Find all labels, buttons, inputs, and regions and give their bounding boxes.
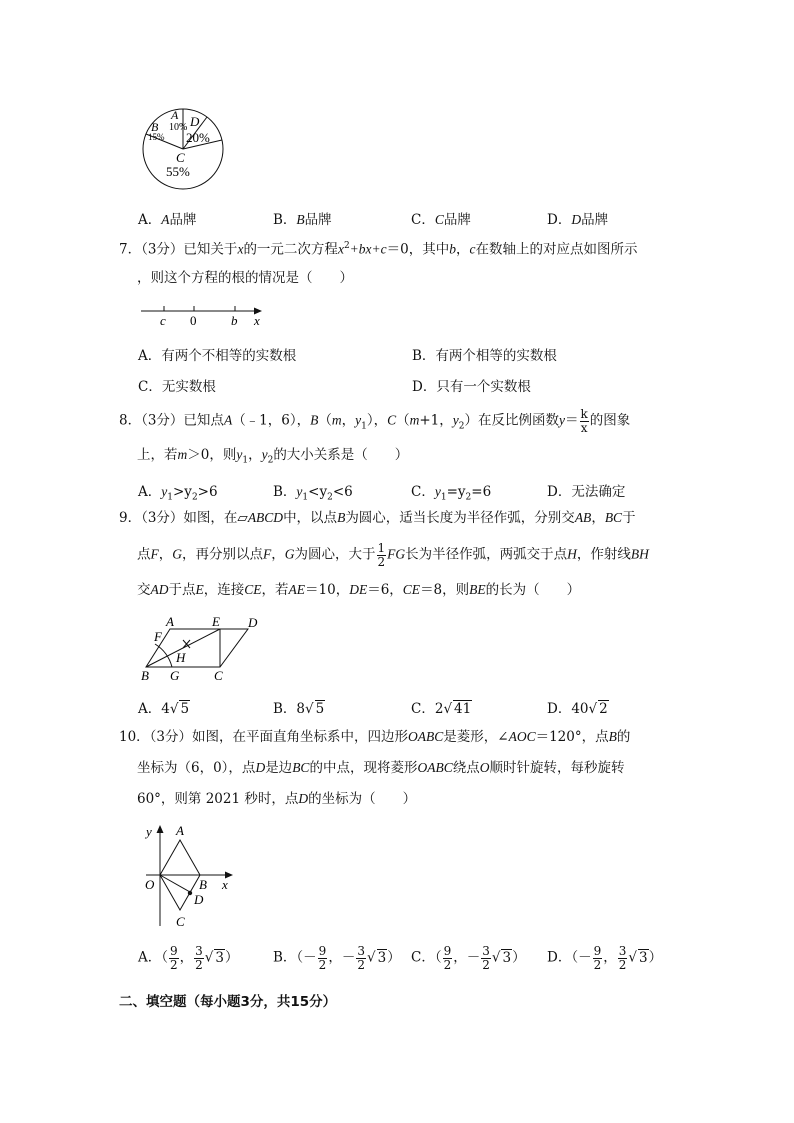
numberline-x-label: x (254, 313, 260, 328)
q8-stem-line1: 8．（3分）已知点A（﹣1，6），B（m，$y_1$），C（m+1，$y_2$）在反比例函数y＝ $\frac{k}{x}$ 的图象 (119, 407, 631, 435)
fig9-label-a: A (166, 614, 174, 629)
q9-stem-line3: 交AD于点E，连接CE，若AE＝10，DE＝6，CE＝8，则BE的长为（ ） (137, 582, 581, 598)
pie-label-d: D (190, 114, 200, 129)
q8-option-c[interactable]: C．$y_1=y_2=6$ (411, 484, 492, 503)
fraction-one-half: $\frac{1}{2}$ (377, 541, 386, 569)
fig10-label-x: x (222, 877, 228, 892)
fig10-label-a: A (176, 823, 184, 838)
parallelogram-figure (138, 614, 268, 684)
rhombus-coordinate-figure (142, 822, 242, 932)
q10-option-d[interactable]: D．（－ $\frac{9}{2}$ ， $\frac{3}{2}$ √ 3） (547, 944, 663, 972)
pie-label-b: B (151, 120, 159, 134)
q7-stem-line1: 7．（3分）已知关于x的一元二次方程$x^2+bx+c=0$，其中b，c在数轴上的对应点如图所示 (119, 241, 638, 258)
q7-option-d[interactable]: D．只有一个实数根 (412, 379, 531, 395)
q7-stem-line2: ，则这个方程的根的情况是（ ） (137, 270, 353, 286)
fig10-label-o: O (145, 877, 155, 892)
pie-label-c: C (176, 150, 185, 165)
pie-pct-d: 20% (186, 130, 210, 145)
q10-option-c[interactable]: C．（ $\frac{9}{2}$ ，－ $\frac{3}{2}$ √ 3） (411, 944, 526, 972)
q9-option-c[interactable]: C．2√ 41 (411, 701, 472, 717)
numberline-b-label: b (231, 313, 238, 328)
fig9-label-b: B (141, 668, 149, 683)
q10-option-a[interactable]: A．（ $\frac{9}{2}$ ， $\frac{3}{2}$ √ 3） (138, 944, 239, 972)
q9-stem-line2: 点F，G，再分别以点F，G为圆心，大于 $\frac{1}{2}$ FG长为半径作弧，两弧交于点H，作射线BH (137, 541, 649, 569)
fig9-label-f: F (154, 629, 162, 644)
q6-option-b[interactable]: B．B品牌 (273, 212, 332, 228)
pie-label-a: A (171, 108, 179, 122)
q9-option-d[interactable]: D．40√ 2 (547, 701, 608, 717)
fig10-label-d: D (194, 892, 204, 907)
fig9-label-d: D (248, 615, 258, 630)
q8-option-b[interactable]: B．$y_1<y_2<6$ (273, 484, 353, 503)
numberline-zero-label: 0 (190, 313, 197, 328)
section-heading-fill-in: 二、填空题（每小题3分，共15分） (119, 994, 337, 1010)
q10-stem-line3: 60°，则第 2021 秒时，点D的坐标为（ ） (137, 791, 417, 807)
q8-option-a[interactable]: A．$y_1>y_2>6$ (138, 484, 218, 503)
q6-option-d[interactable]: D．D品牌 (547, 212, 609, 228)
fig9-label-c: C (214, 668, 223, 683)
q8-stem-line2: 上，若m＞0，则$y_1$，$y_2$的大小关系是（ ） (137, 447, 409, 466)
fig9-label-g: G (170, 668, 180, 683)
fig10-label-c: C (176, 914, 185, 929)
q10-stem-line2: 坐标为（6，0），点D是边BC的中点，现将菱形OABC绕点O顺时针旋转，每秒旋转 (137, 760, 625, 776)
q9-stem-line1: 9．（3分）如图，在▱ABCD中，以点B为圆心，适当长度为半径作弧，分别交AB，BC于 (119, 510, 636, 526)
q10-stem-line1: 10．（3分）如图，在平面直角坐标系中，四边形OABC是菱形，∠AOC＝120°，点B的 (119, 729, 631, 745)
pie-pct-b: 15% (148, 132, 165, 142)
q7-option-a[interactable]: A．有两个不相等的实数根 (138, 348, 297, 364)
pie-pct-a: 10% (169, 122, 188, 133)
number-line-figure (138, 300, 268, 328)
fraction-k-over-x: $\frac{k}{x}$ (580, 407, 588, 435)
q9-option-a[interactable]: A．4√ 5 (138, 701, 190, 717)
fig10-label-b: B (199, 877, 207, 892)
fig9-label-e: E (212, 614, 220, 629)
q7-option-c[interactable]: C．无实数根 (138, 379, 216, 395)
q8-option-d[interactable]: D．无法确定 (547, 484, 626, 500)
q6-option-c[interactable]: C．C品牌 (411, 212, 471, 228)
q6-option-a[interactable]: A．A品牌 (138, 212, 197, 228)
fig9-label-h: H (176, 650, 186, 665)
numberline-c-label: c (160, 313, 166, 328)
fig10-label-y: y (146, 824, 152, 839)
pie-chart (139, 104, 229, 190)
q10-option-b[interactable]: B．（－ $\frac{9}{2}$ ，－ $\frac{3}{2}$ √ 3） (273, 944, 401, 972)
pie-pct-c: 55% (166, 164, 190, 179)
q7-option-b[interactable]: B．有两个相等的实数根 (412, 348, 557, 364)
q9-option-b[interactable]: B．8√ 5 (273, 701, 325, 717)
